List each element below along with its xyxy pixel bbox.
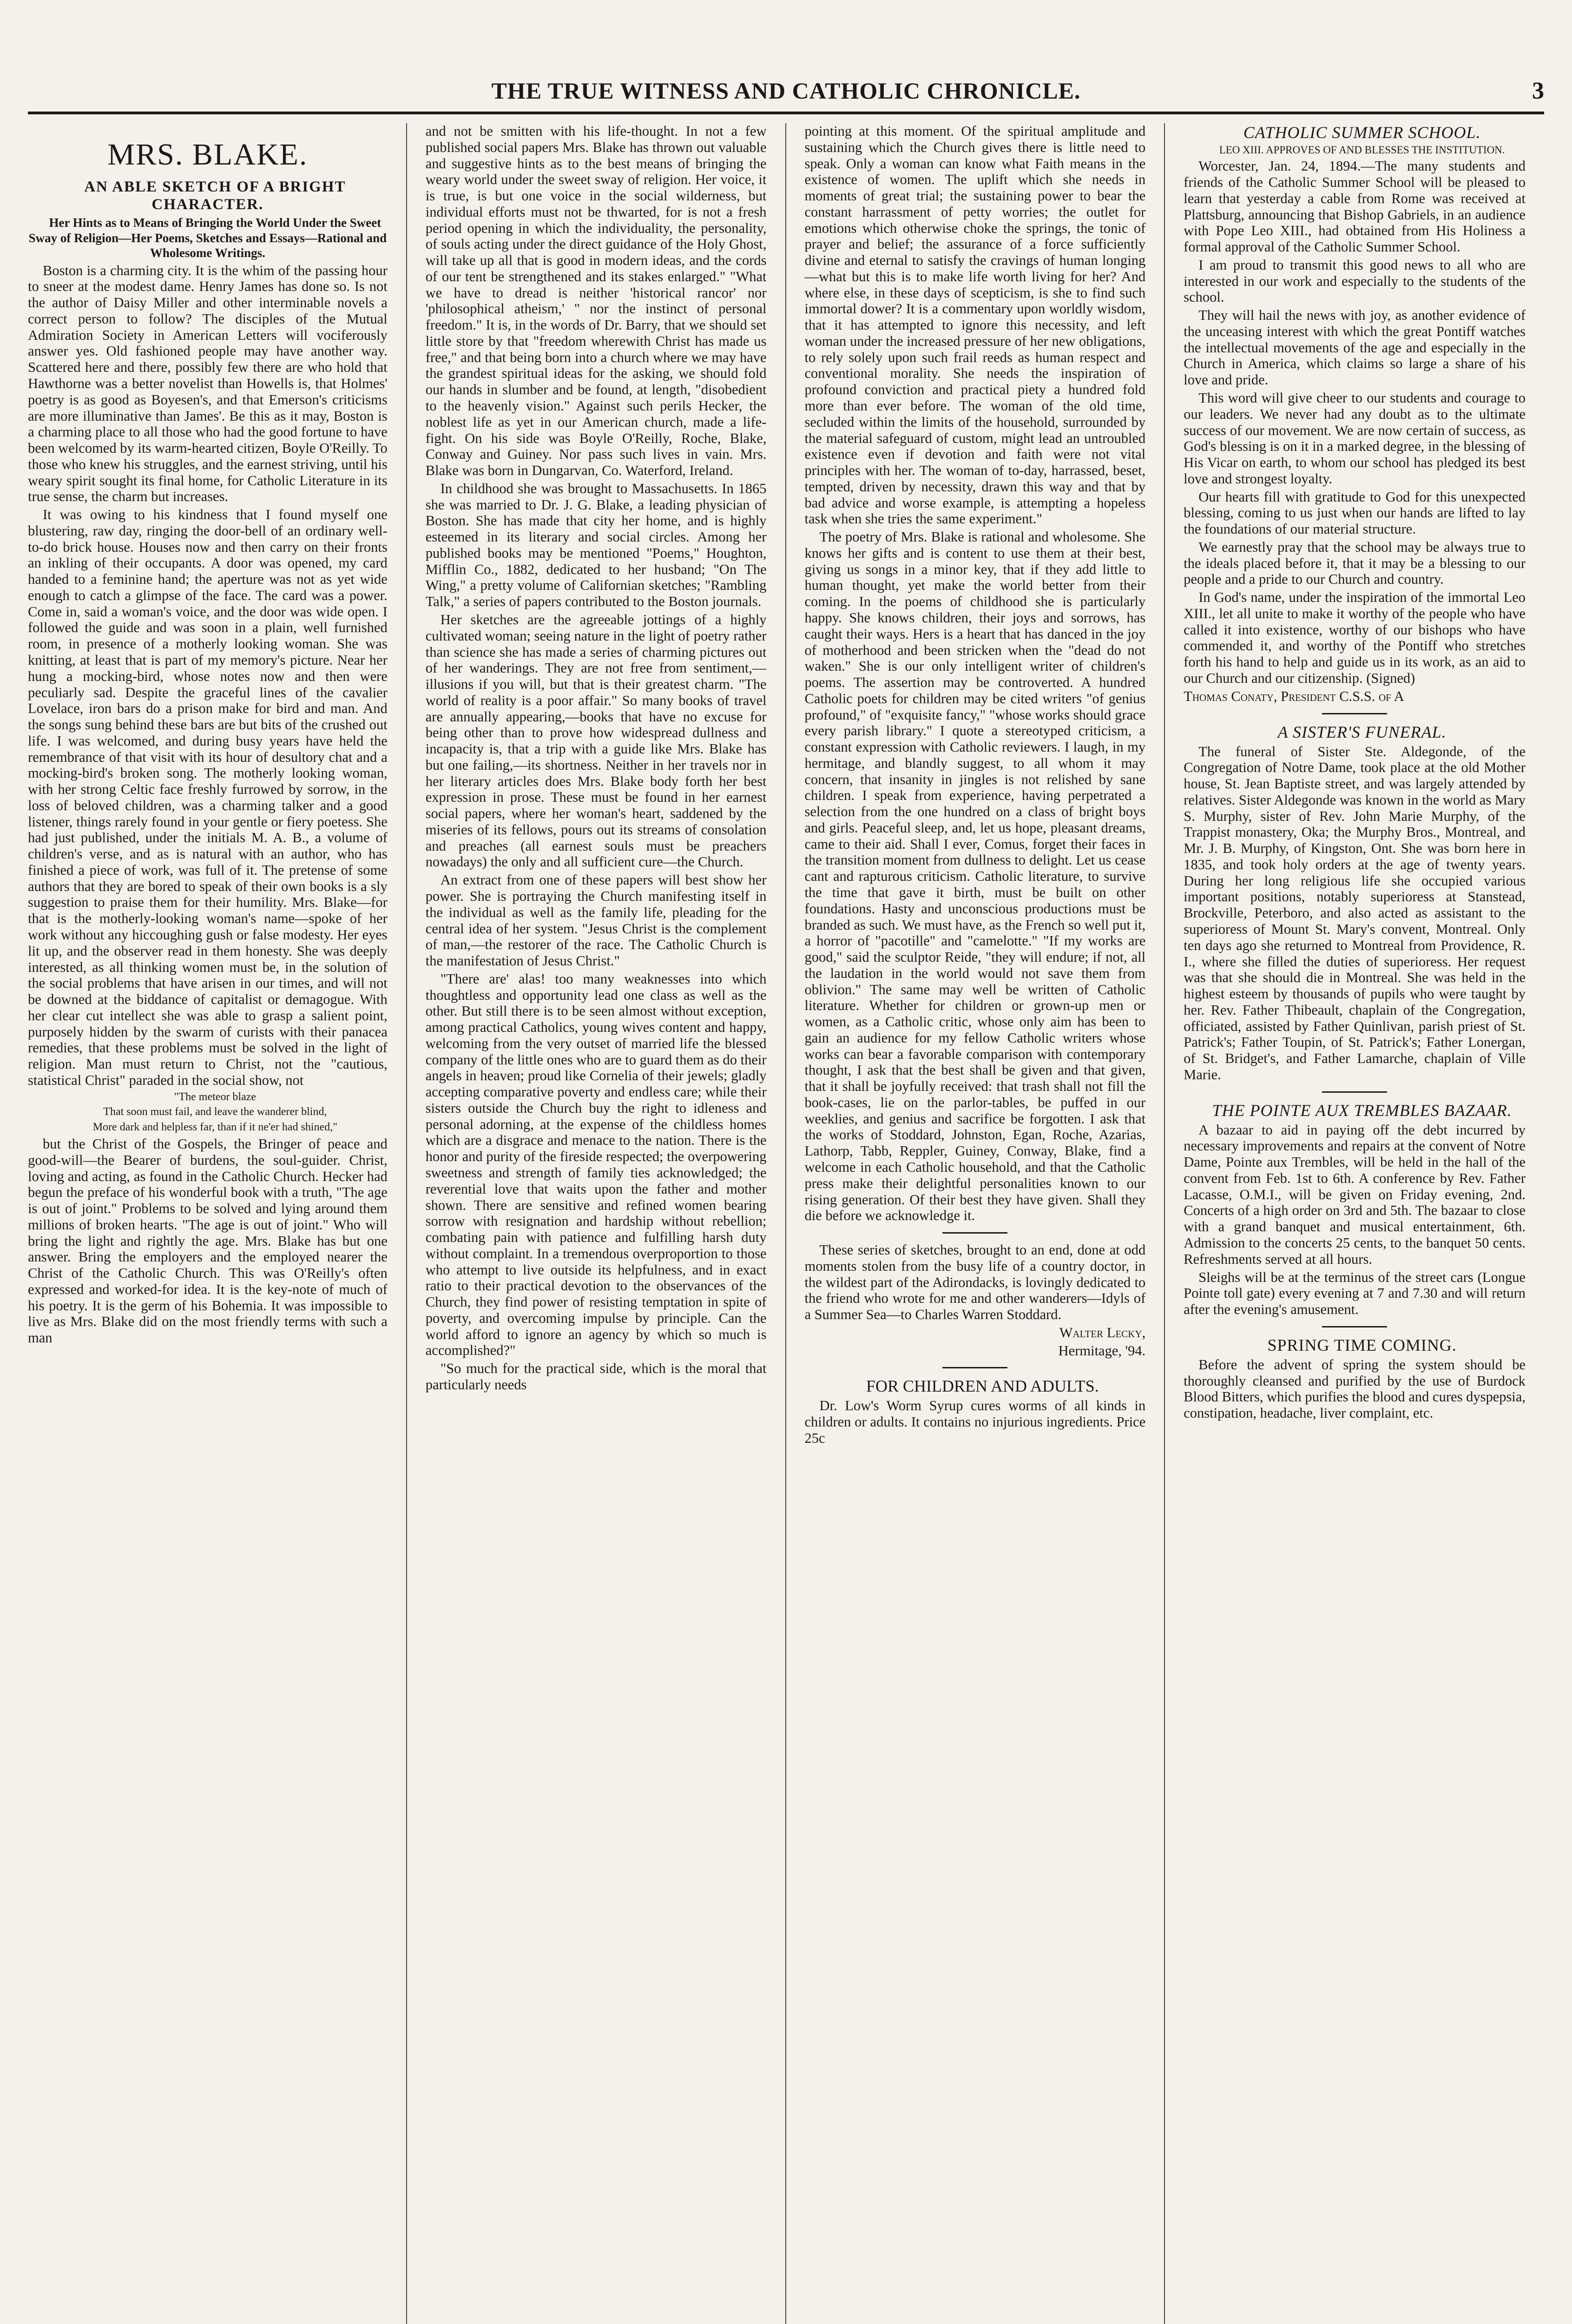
section-heading: CATHOLIC SUMMER SCHOOL.: [1243, 123, 1481, 142]
article-paragraph: Before the advent of spring the system should be thoroughly cleansed and purified by the use of Burdock Blood Bitters, which purifies the blood and cures dyspepsia, constipation, headache, liver complaint, etc.: [1184, 1356, 1526, 1421]
section-heading: THE POINTE AUX TREMBLES BAZAAR.: [1212, 1101, 1512, 1120]
article-headline: MRS. BLAKE.: [107, 138, 308, 172]
article-paragraph: In childhood she was brought to Massachusetts. In 1865 she was married to Dr. J. G. Blake, a leading physician of Boston. She has made that city her home, and is highly esteemed in its literary and social circles. Among her published books may be mentioned "Poems," Houghton, Mifflin Co., 1882, dedicated to her husband; "On The Wing," a pretty volume of Californian sketches; "Rambling Talk," a series of papers contributed to the Boston journals.: [425, 480, 767, 610]
article-deck: AN ABLE SKETCH OF A BRIGHT CHARACTER.: [84, 178, 346, 213]
article-paragraph: "So much for the practical side, which is the moral that particularly needs: [425, 1360, 767, 1393]
article-paragraph: Sleighs will be at the terminus of the street cars (Longue Pointe toll gate) every evening at 7 and 7.30 and will return after the evening's amusement.: [1184, 1269, 1526, 1318]
column-4: [1165, 123, 1544, 2324]
article-paragraph: I am proud to transmit this good news to all who are interested in our work and especially to the students of the school.: [1184, 257, 1526, 305]
section-heading: A SISTER'S FUNERAL.: [1277, 722, 1447, 741]
article-paragraph: An extract from one of these papers will best show her power. She is portraying the Church manifesting itself in the individual as well as the family life, pleading for the central idea of her system. "Jesus Christ is the complement of man,—the restorer of the race. The Catholic Church is the manifestation of Jesus Christ.": [425, 872, 767, 969]
section-divider: [1322, 713, 1387, 714]
section-subheading: LEO XIII. APPROVES OF AND BLESSES THE INSTITUTION.: [1219, 144, 1505, 156]
page-number: 3: [1532, 77, 1544, 104]
quoted-verse-line: That soon must fail, and leave the wanderer blind,: [103, 1106, 327, 1118]
author-signature: Walter Lecky,: [1059, 1324, 1146, 1340]
section-divider: [1322, 1326, 1387, 1327]
article-paragraph: Her sketches are the agreeable jottings of a highly cultivated woman; seeing nature in the light of poetry rather than science she has made a series of charming pictures out of her wanderings. They are not free from sentiment,—illusions if you will, but that is their greatest charm. "The world of reality is a poor affair." So many books of travel are annually appearing,—books that have no excuse for being other than to prove how widespread dullness and incapacity is, that a trip with a guide like Mrs. Blake has but one failing,—its shortness. Neither in her travels nor in her literary articles does Mrs. Blake body forth her best expression in prose. These must be found in her earnest social papers, where her woman's heart, saddened by the miseries of its fellows, pours out its streams of consolation and preaches (all earnest souls must be preachers nowadays) the only and all sufficient cure—the Church.: [425, 611, 767, 870]
article-paragraph: We earnestly pray that the school may be always true to the ideals placed before it, that it may be a blessing to our people and a pride to our Church and country.: [1184, 539, 1526, 588]
masthead: [28, 70, 1544, 114]
quoted-verse-line: More dark and helpless far, than if it ne'er had shined,": [92, 1121, 338, 1134]
signature-place: Hermitage, '94.: [1058, 1342, 1146, 1359]
article-paragraph: and not be smitten with his life-thought. In not a few published social papers Mrs. Blake has thrown out valuable and suggestive hints as to the best means of bringing the weary world under the sweet sway of religion. Her voice, it is true, is but one voice in the social wilderness, but individual efforts must not be thwarted, for is not a fresh period opening in which the individuality, the personality, of souls acting under the direct guidance of the Holy Ghost, will take up all that is good in modern ideas, and the cords of our tent be strengthened and its stakes enlarged." "What we have to dread is neither 'historical rancor' nor 'philosophical atheism,' " nor the instinct of personal freedom." It is, in the words of Dr. Barry, that we should set little store by that "freedom wherewith Christ has made us free," and that being born into a church where we may have the grandest spiritual ideas for the asking, we should fold our hands in slumber and be found, at length, "disobedient to the heavenly vision." Against such perils Hecker, the noblest life as yet in our American church, made a life-fight. On his side was Boyle O'Reilly, Roche, Blake, Conway and Guiney. Nor pass such lives in vain. Mrs. Blake was born in Dungarvan, Co. Waterford, Ireland.: [425, 123, 767, 479]
section-divider: [942, 1232, 1007, 1234]
section-heading: SPRING TIME COMING.: [1267, 1335, 1457, 1354]
article-paragraph: but the Christ of the Gospels, the Bringer of peace and good-will—the Bearer of burdens, the soul-guider. Christ, loving and acting, as found in the Catholic Church. Hecker had begun the preface of his wonderful book with a truth, "The age is out of joint." Problems to be solved and lying around them millions of broken hearts. "The age is out of joint." Who will bring the light and rightly the age. Mrs. Blake has but one answer. Bring the employers and the employed nearer the Christ of the Catholic Church. This was O'Reilly's often expressed and worked-for idea. It is the key-note of much of his poetry. It is the germ of his Bohemia. It was impossible to live as Mrs. Blake did on the most friendly terms with such a man: [28, 1136, 388, 1346]
column-3: [786, 123, 1165, 2324]
article-paragraph: Worcester, Jan. 24, 1894.—The many students and friends of the Catholic Summer School will be pleased to learn that yesterday a cable from Rome was received at Plattsburg, announcing that Bishop Gabriels, in an audience with Pope Leo XIII., had obtained from His Holiness a formal approval of the Catholic Summer School.: [1184, 158, 1526, 255]
section-divider: [1322, 1091, 1387, 1093]
article-paragraph: "There are' alas! too many weaknesses into which thoughtless and opportunity lead one class as well as the other. But still there is to be seen almost without exception, among practical Catholics, young wives content and happy, welcoming from the very outset of married life the blessed company of the little ones who are to guard them as do their angels in heaven; proud like Cornelia of their jewels; gladly accepting comparative poverty and endless care; while their sisters outside the Church buy the right to idleness and personal adorning, at the expense of the childless homes which are a disgrace and menace to the nation. There is the honor and purity of the fireside respected; the overpowering sweetness and strength of family ties acknowledged; the reverential love that waits upon the father and mother shown. There are sensitive and refined women bearing sorrow with resignation and hardship without rebellion; combating pain with patience and fulfilling harsh duty without complaint. In a tremendous overproportion to those who attempt to live outside its helpfulness, and in exact ratio to their practical devotion to the observances of the Church, they find power of resisting temptation in spite of poverty, and overcoming impulse by principle. Can the world afford to ignore an agency by which so much is accomplished?": [425, 971, 767, 1359]
article-paragraph: It was owing to his kindness that I found myself one blustering, raw day, ringing the door-bell of an ordinary well-to-do brick house. Houses now and then carry on their fronts an inkling of their occupants. A door was opened, my card handed to a feminine hand; the aperture was not as yet wide enough to catch a glimpse of the face. The card was a power. Come in, said a woman's voice, and the door was wide open. I followed the guide and was soon in a plain, well furnished room, in presence of a motherly looking woman. She was knitting, at least that is part of my memory's picture. Near her hung a mocking-bird, whose notes now and then were peculiarly sad. Despite the graceful lines of the cavalier Lovelace, iron bars do a prison make for bird and man. And the songs sung behind these bars are but bits of the crushed out life. I was welcomed, and during busy years have held the remembrance of that visit with its hour of desultory chat and a mocking-bird's broken song. The motherly looking woman, with her strong Celtic face freshly furrowed by sorrow, in the loss of beloved children, was a charming talker and a good listener, things rarely found in your gentle or fiery poetess. She had just published, under the initials M. A. B., a volume of children's verse, and as is natural with an author, who has finished a piece of work, was full of it. The pretense of some authors that they are bored to speak of their own books is a sly suggestion to praise them for their humility. Mrs. Blake—for that is the motherly-looking woman's name—spoke of her work without any hiccoughing gush or false modesty. Her eyes lit up, and the observer read in them honesty. She was deeply interested, as all thinking women must be, in the solution of the social problems that have arisen in our times, and will not be downed at the biddance of capitalist or demagogue. With her clear cut intellect she was able to grasp a salient point, purposely hidden by the swarm of curists with their panacea remedies, that these problems must be solved in the light of religion. Man must return to Christ, not the "cautious, statistical Christ" paraded in the social show, not: [28, 507, 388, 1088]
article-paragraph: They will hail the news with joy, as another evidence of the unceasing interest with which the great Pontiff watches the intellectual movements of the age and especially in the Church in America, which claims so large a share of his love and pride.: [1184, 307, 1526, 388]
column-2: [407, 123, 786, 2324]
newspaper-title: THE TRUE WITNESS AND CATHOLIC CHRONICLE.: [491, 78, 1081, 104]
article-paragraph: The poetry of Mrs. Blake is rational and wholesome. She knows her gifts and is content to use them at their best, giving us songs in a minor key, that if they add little to human thought, yet make the world better from their coming. In the poems of childhood she is particularly happy. She knows children, their joys and sorrows, has caught their ways. Hers is a heart that has danced in the joy of motherhood and been stricken when the "dead do not waken." She is our only intelligent writer of children's poems. The assertion may be controverted. A hundred Catholic poets for children may be cited writers "of genius profound," of "exquisite fancy," "whose works should grace every parish library." I quote a stereotyped criticism, a constant expression with Catholic reviewers. I laugh, in my hermitage, and blandly suggest, to all whom it may concern, that insanity in jingles is not relished by sane children. I speak from experience, having perpetrated a selection from the one hundred on a class of bright boys and girls. Peaceful sleep, and, let us hope, pleasant dreams, came to their aid. Shall I ever, Comus, forget their faces in the transition moment from dullness to delight. Let us cease cant and rapturous criticism. Catholic literature, to survive the time that gave it birth, must be built on other foundations. Hasty and unconscious productions must be branded as such. We must have, as the French so well put it, a horror of "pacotille" and "camelotte." "If my works are good," said the sculptor Reide, "they will endure; if not, all the laudation in the world would not save them from oblivion." The same may well be written of Catholic literature. Whether for children or grown-up men or women, as a Catholic critic, whose only aim has been to gain an audience for my fellow Catholic writers whose works can bear a favorable comparison with contemporary thought, I ask that the best shall be given and that given, that it shall be joyfully received: that trash shall not fill the book-cases, lie on the parlor-tables, be puffed in our weeklies, and genius and sacrifice be forgotten. I ask that the works of Stoddard, Johnston, Egan, Roche, Azarias, Lathorp, Tabb, Reppler, Guiney, Conway, Blake, find a welcome in each Catholic household, and that the Catholic press make their delightful personalities known to our rising generation. Of their best they have given. Shall they die before we acknowledge it.: [804, 529, 1146, 1224]
article-paragraph: A bazaar to aid in paying off the debt incurred by necessary improvements and repairs at the convent of Notre Dame, Pointe aux Trembles, will be held in the hall of the convent from Feb. 1st to 6th. A conference by Rev. Father Lacasse, O.M.I., will be given on Friday evening, 2nd. Concerts of a high order on 3rd and 5th. The bazaar to close with a grand banquet and musical entertainment, 6th. Admission to the concerts 25 cents, to the banquet 50 cents. Refreshments served at all hours.: [1184, 1122, 1526, 1267]
article-paragraph: These series of sketches, brought to an end, done at odd moments stolen from the busy life of a country doctor, in the wildest part of the Adirondacks, is lovingly dedicated to the friend who wrote for me and other wanderers—Idyls of a Summer Sea—to Charles Warren Stoddard.: [804, 1242, 1146, 1323]
article-paragraph: pointing at this moment. Of the spiritual amplitude and sustaining which the Church gives there is little need to speak. Only a woman can know what Faith means in the existence of women. The uplift which she needs in moments of great trial; the sustaining power to bear the constant harrassment of petty worries; the outlet for emotions which otherwise choke the springs, the tonic of prayer and belief; the assurance of a force sufficiently divine and eternal to satisfy the cravings of human longing—what but this is to make life worth living for her? And where else, in these days of scepticism, is she to find such immortal dower? It is a commentary upon worldly wisdom, that it has attempted to ignore this necessity, and left woman under the increased pressure of her new obligations, to rely solely upon such frail reeds as human respect and conventional morality. She needs the inspiration of profound conviction and practical piety a hundred fold more than ever before. The woman of the old time, secluded within the limits of the household, surrounded by the material safeguard of custom, might lead an untroubled existence even if devotion and faith were not vital principles with her. The woman of to-day, harrassed, beset, tempted, driven by necessity, drawn this way and that by bad advice and worse example, is attempting a hopeless task when she tries the same experiment.": [804, 123, 1146, 527]
advertisement-text: Dr. Low's Worm Syrup cures worms of all kinds in children or adults. It contains no injurious ingredients. Price 25c: [804, 1398, 1146, 1446]
advertisement-heading: FOR CHILDREN AND ADULTS.: [866, 1377, 1099, 1396]
article-paragraph: The funeral of Sister Ste. Aldegonde, of the Congregation of Notre Dame, took place at the old Mother house, St. Jean Baptiste street, and was largely attended by relatives. Sister Aldegonde was known in the world as Mary S. Murphy, sister of Rev. John Marie Murphy, of the Trappist monastery, Oka; the Murphy Bros., Montreal, and Mr. J. B. Murphy, of Kingston, Ont. She was born here in 1835, and took holy orders at the age of twenty years. During her long religious life she occupied various important positions, notably superioress at Stanstead, Brockville, Peterboro, and also acted as assistant to the superioress of Mount St. Mary's convent, Montreal. Only ten days ago she returned to Montreal from Providence, R. I., where she filled the duties of superioress. Her request was that she should die in Montreal. She was held in the highest esteem by thousands of pupils who were taught by her. Rev. Father Thibeault, chaplain of the Congregation, officiated, assisted by Father Quinlivan, parish priest of St. Patrick's; Father Toupin, of St. Patrick's; Father Lonergan, of St. Bridget's, and Father Lamarche, chaplain of Ville Marie.: [1184, 743, 1526, 1083]
article-paragraph: In God's name, under the inspiration of the immortal Leo XIII., let all unite to make it worthy of the people who have called it into existence, worthy of our bishops who have commended it, and worthy of the Pontiff who stretches forth his hand to help and guide us in its work, as an aid to our Church and our citizenship. (Signed): [1184, 589, 1526, 686]
author-signature: Thomas Conaty, President C.S.S. of A: [1184, 688, 1404, 704]
article-paragraph: Boston is a charming city. It is the whim of the passing hour to sneer at the modest dame. Henry James has done so. Is not the author of Daisy Miller and other interminable novels a correct person to follow? The disciples of the Mutual Admiration Society in American Letters will vociferously answer yes. Old fashioned people may have another way. Scattered here and there, possibly few there are who hold that Hawthorne was a better novelist than Howells is, that Holmes' poetry is as good as Boyesen's, and that Emerson's criticisms are more illuminative than James'. Be this as it may, Boston is a charming place to all those who had the good fortune to have been welcomed by its warm-hearted citizen, Boyle O'Reilly. To those who knew his struggles, and the earnest striving, until his weary spirit sought its final home, for Catholic Literature in its true sense, the charm but increases.: [28, 262, 388, 505]
article-columns: [28, 123, 1544, 2324]
article-paragraph: This word will give cheer to our students and courage to our leaders. We never had any doubt as to the ultimate success of our movement. We are now certain of success, as God's blessing is on it in a marked degree, in the blessing of His Vicar on earth, to whom our school has pledged its best love and strongest loyalty.: [1184, 390, 1526, 487]
quoted-verse-line: "The meteor blaze: [174, 1090, 257, 1103]
article-paragraph: Our hearts fill with gratitude to God for this unexpected blessing, coming to us just when our hands are lifted to lay the foundations of our material structure.: [1184, 489, 1526, 537]
column-1: [28, 123, 407, 2324]
article-subdeck: Her Hints as to Means of Bringing the World Under the Sweet Sway of Religion—Her Poems, Sketches and Essays—Rational and Wholesome Writings.: [28, 216, 387, 260]
section-divider: [942, 1367, 1007, 1368]
